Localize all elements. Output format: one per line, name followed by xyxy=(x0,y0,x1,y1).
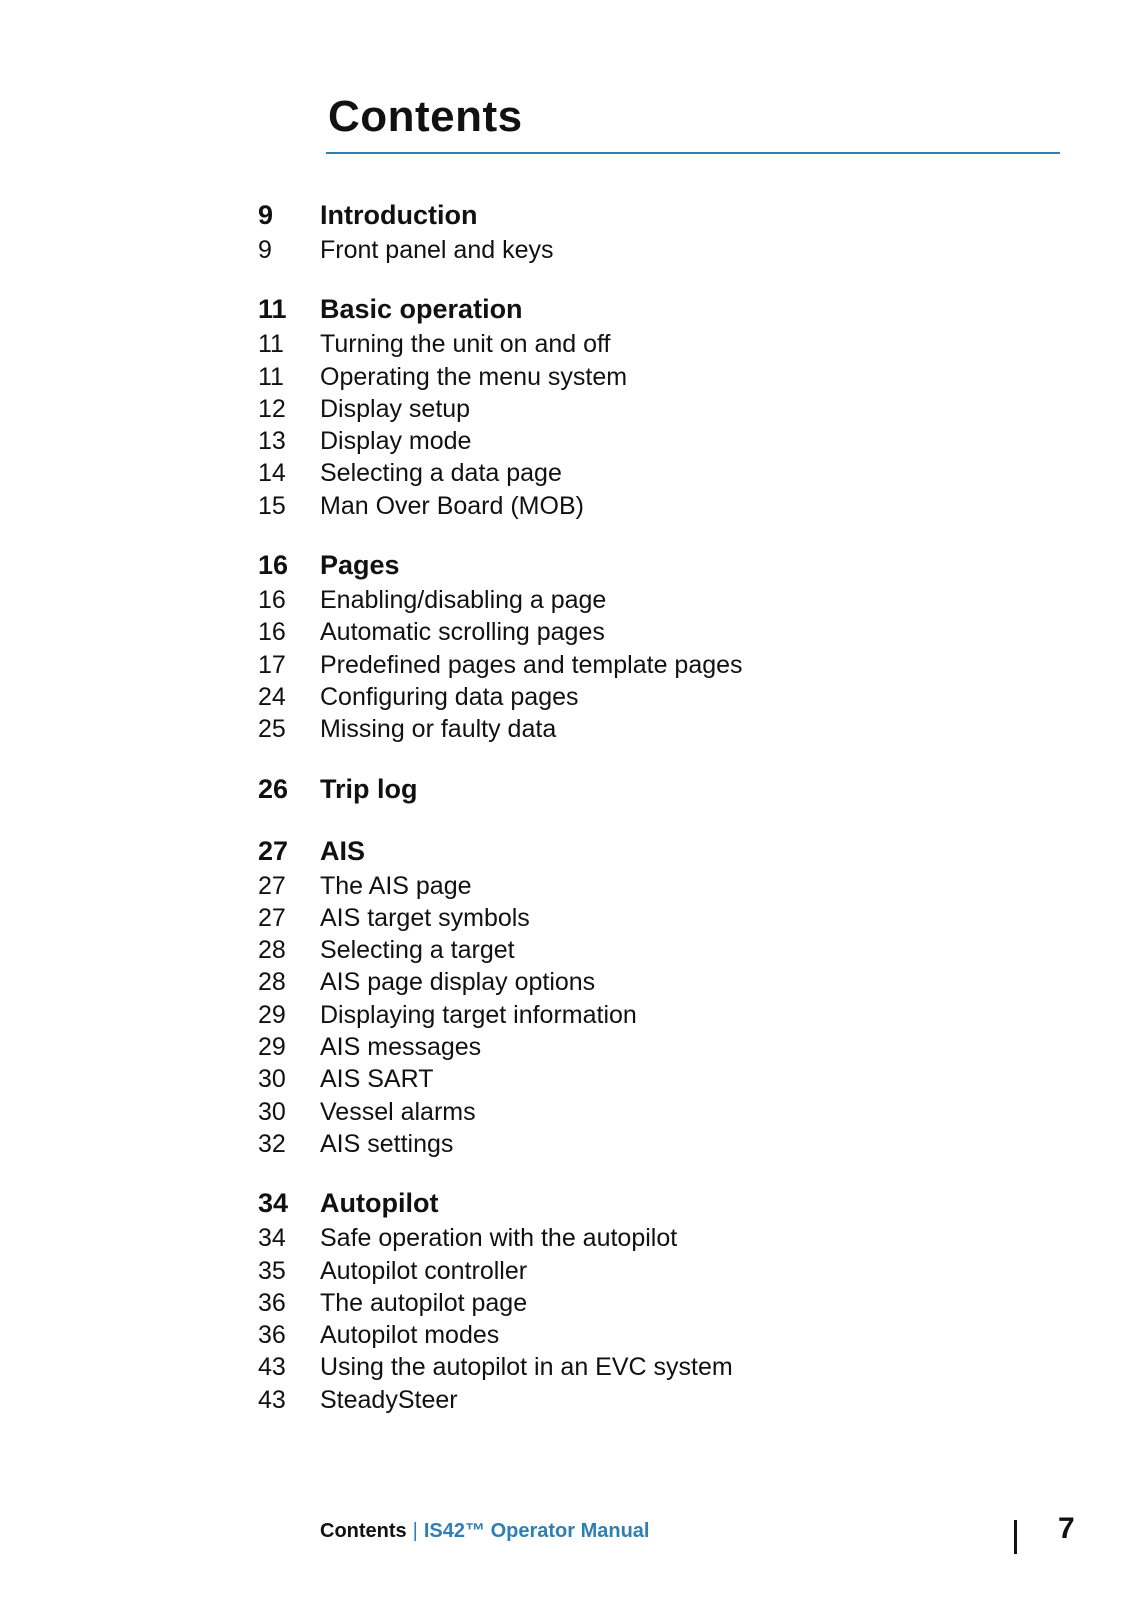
toc-entry[interactable] xyxy=(258,1255,1058,1287)
toc-entry[interactable] xyxy=(258,999,1058,1031)
toc-chapter-page: 11 xyxy=(258,294,287,325)
toc-entry-title: AIS page display options xyxy=(320,968,596,997)
toc-chapter-title: Pages xyxy=(320,550,400,581)
toc-entry[interactable] xyxy=(258,1222,1058,1254)
toc-entry-page: 11 xyxy=(258,330,284,359)
toc-entry[interactable] xyxy=(258,934,1058,966)
toc-entry[interactable] xyxy=(258,393,1058,425)
toc-entry-page: 36 xyxy=(258,1288,286,1317)
toc-section xyxy=(258,290,1058,522)
toc-entry-page: 29 xyxy=(258,1000,286,1029)
toc-chapter-title: AIS xyxy=(320,835,366,866)
toc-chapter-page: 27 xyxy=(258,835,289,866)
toc-entry[interactable] xyxy=(258,234,1058,266)
toc-entry-page: 27 xyxy=(258,903,286,932)
toc-entry-page: 29 xyxy=(258,1033,286,1062)
toc-entry-title: AIS target symbols xyxy=(320,903,530,932)
table-of-contents xyxy=(258,196,1058,1440)
toc-entry-page: 11 xyxy=(258,362,284,391)
toc-entry-title: Using the autopilot in an EVC system xyxy=(320,1353,733,1382)
toc-entry-title: AIS messages xyxy=(320,1033,482,1062)
toc-entry[interactable] xyxy=(258,1031,1058,1063)
toc-entry-title: Display setup xyxy=(320,394,471,423)
toc-entry-page: 30 xyxy=(258,1065,286,1094)
toc-entry-page: 36 xyxy=(258,1321,286,1350)
toc-entry[interactable] xyxy=(258,584,1058,616)
toc-entry-title: Predefined pages and template pages xyxy=(320,650,743,679)
toc-entry-title: Man Over Board (MOB) xyxy=(320,491,584,520)
toc-entry[interactable] xyxy=(258,361,1058,393)
toc-entry[interactable] xyxy=(258,1063,1058,1095)
toc-chapter-title: Trip log xyxy=(320,773,418,804)
toc-entry-page: 12 xyxy=(258,394,286,423)
toc-entry[interactable] xyxy=(258,1351,1058,1383)
toc-chapter-heading[interactable] xyxy=(258,1184,1058,1222)
toc-entry-title: Missing or faulty data xyxy=(320,715,557,744)
toc-entry-title: SteadySteer xyxy=(320,1385,458,1414)
toc-chapter-heading[interactable] xyxy=(258,832,1058,870)
toc-entry-page: 27 xyxy=(258,871,286,900)
toc-entry-title: Displaying target information xyxy=(320,1000,637,1029)
toc-entry-title: Front panel and keys xyxy=(320,236,554,264)
toc-entry-title: Autopilot modes xyxy=(320,1321,500,1350)
toc-entry[interactable] xyxy=(258,966,1058,998)
toc-entry-page: 15 xyxy=(258,491,286,520)
toc-section xyxy=(258,1184,1058,1416)
toc-section xyxy=(258,770,1058,808)
toc-section xyxy=(258,196,1058,266)
toc-entry-page: 14 xyxy=(258,459,286,488)
toc-entry[interactable] xyxy=(258,681,1058,713)
toc-entry-page: 34 xyxy=(258,1224,286,1253)
toc-entry-title: Autopilot controller xyxy=(320,1256,528,1285)
footer-separator: | xyxy=(412,1520,418,1542)
toc-chapter-page: 26 xyxy=(258,773,289,804)
toc-entry[interactable] xyxy=(258,1319,1058,1351)
toc-entry-title: Operating the menu system xyxy=(320,362,628,391)
toc-entry[interactable] xyxy=(258,870,1058,902)
toc-entry[interactable] xyxy=(258,1096,1058,1128)
toc-entry-title: The AIS page xyxy=(320,871,472,900)
toc-entry-page: 28 xyxy=(258,968,286,997)
title-rule xyxy=(326,152,1060,154)
toc-entry[interactable] xyxy=(258,425,1058,457)
toc-entry[interactable] xyxy=(258,902,1058,934)
toc-entry[interactable] xyxy=(258,713,1058,745)
toc-entry-page: 43 xyxy=(258,1385,286,1414)
page-number-bar xyxy=(1014,1520,1017,1554)
toc-chapter-heading[interactable] xyxy=(258,196,1058,234)
toc-entry-title: The autopilot page xyxy=(320,1288,528,1317)
toc-entry-title: Turning the unit on and off xyxy=(320,330,611,359)
toc-chapter-heading[interactable] xyxy=(258,290,1058,328)
toc-entry-title: Configuring data pages xyxy=(320,682,579,711)
toc-chapter-heading[interactable] xyxy=(258,546,1058,584)
toc-entry-title: Display mode xyxy=(320,427,472,456)
toc-entry[interactable] xyxy=(258,490,1058,522)
page-number: 7 xyxy=(1058,1512,1075,1545)
toc-entry-page: 13 xyxy=(258,427,286,456)
toc-chapter-page: 9 xyxy=(258,200,274,230)
toc-entry[interactable] xyxy=(258,649,1058,681)
toc-section xyxy=(258,546,1058,745)
toc-entry-page: 24 xyxy=(258,682,286,711)
toc-entry-page: 32 xyxy=(258,1129,286,1158)
toc-entry-page: 9 xyxy=(258,236,272,264)
toc-chapter-heading[interactable] xyxy=(258,770,1058,808)
toc-entry-title: AIS SART xyxy=(320,1065,434,1094)
toc-entry-page: 25 xyxy=(258,715,286,744)
footer-section-label: Contents xyxy=(320,1520,407,1542)
toc-entry-page: 28 xyxy=(258,936,286,965)
toc-entry-title: Selecting a data page xyxy=(320,459,562,488)
toc-chapter-title: Basic operation xyxy=(320,294,523,325)
toc-entry-page: 17 xyxy=(258,650,286,679)
page-title: Contents xyxy=(328,92,523,141)
toc-entry[interactable] xyxy=(258,1287,1058,1319)
toc-entry-title: Vessel alarms xyxy=(320,1097,476,1126)
toc-entry-title: Enabling/disabling a page xyxy=(320,586,607,615)
toc-entry[interactable] xyxy=(258,1128,1058,1160)
toc-entry[interactable] xyxy=(258,328,1058,360)
toc-entry-title: Automatic scrolling pages xyxy=(320,618,605,647)
toc-section xyxy=(258,832,1058,1161)
toc-chapter-page: 16 xyxy=(258,550,289,581)
toc-entry-page: 16 xyxy=(258,618,286,647)
toc-entry[interactable] xyxy=(258,457,1058,489)
toc-entry-page: 16 xyxy=(258,586,286,615)
toc-entry-page: 43 xyxy=(258,1353,286,1382)
toc-chapter-page: 34 xyxy=(258,1188,289,1219)
toc-entry[interactable] xyxy=(258,616,1058,648)
toc-entry-title: Safe operation with the autopilot xyxy=(320,1224,678,1253)
toc-entry-title: Selecting a target xyxy=(320,936,515,965)
toc-entry-title: AIS settings xyxy=(320,1129,454,1158)
toc-entry[interactable] xyxy=(258,1384,1058,1416)
footer-manual-title: IS42™ Operator Manual xyxy=(423,1520,650,1542)
footer xyxy=(320,1520,650,1543)
toc-chapter-title: Introduction xyxy=(320,200,478,230)
toc-entry-page: 30 xyxy=(258,1097,286,1126)
toc-entry-page: 35 xyxy=(258,1256,286,1285)
toc-chapter-title: Autopilot xyxy=(320,1188,439,1219)
